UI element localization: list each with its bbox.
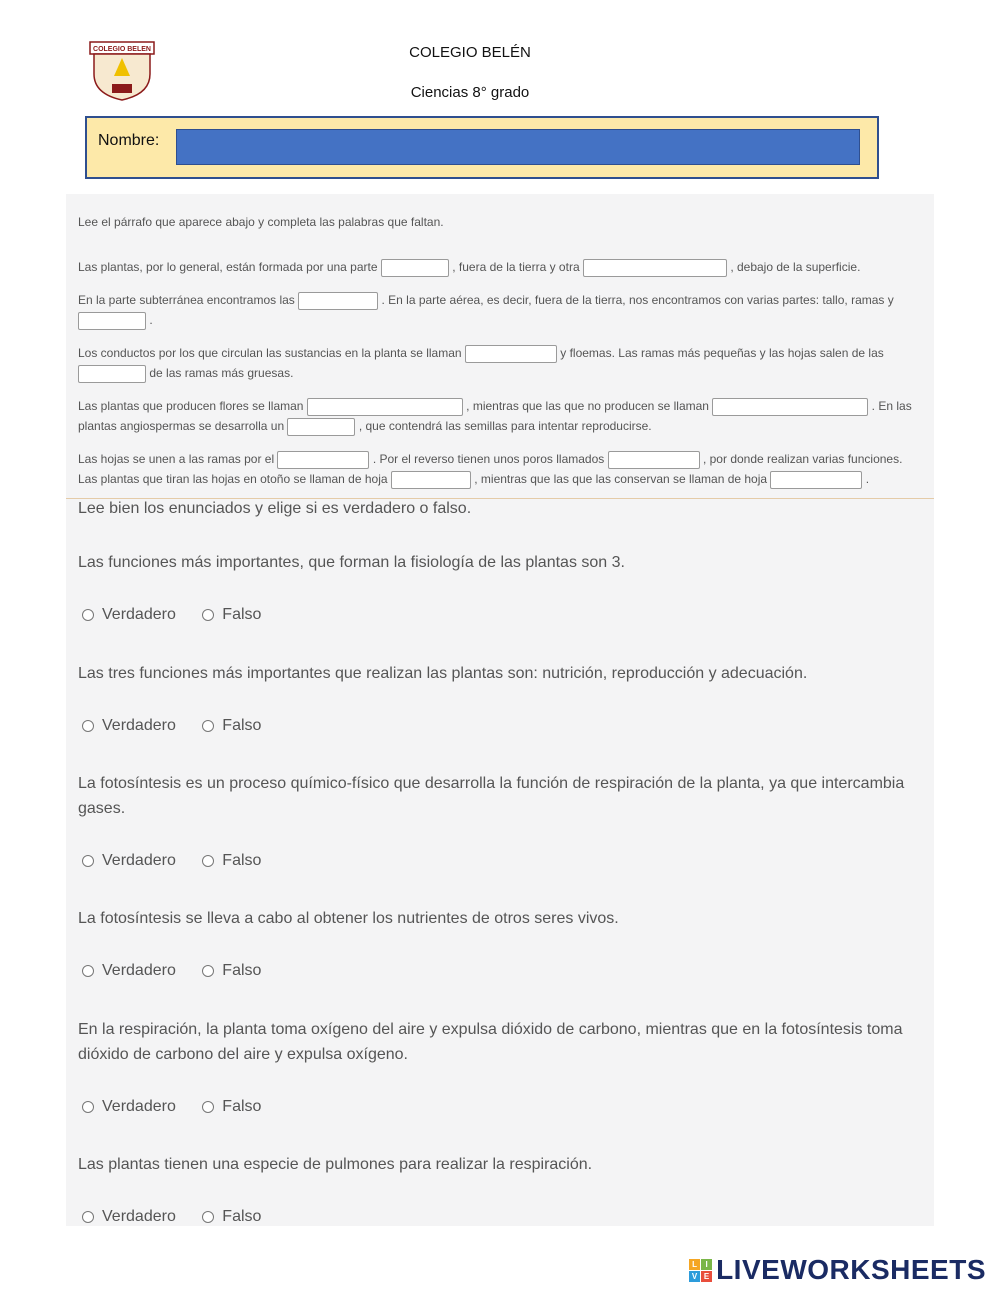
- blank-input[interactable]: [381, 259, 449, 277]
- radio-icon[interactable]: [202, 720, 214, 732]
- blank-input[interactable]: [770, 471, 862, 489]
- svg-text:COLEGIO BELEN: COLEGIO BELEN: [93, 46, 151, 53]
- question-6: Las plantas tienen una especie de pulmones para realizar la respiración.: [78, 1156, 593, 1173]
- option-true[interactable]: [82, 1098, 176, 1116]
- question-4: La fotosíntesis se lleva a cabo al obtener los nutrientes de otros seres vivos.: [78, 910, 619, 927]
- liveworksheets-icon: [689, 1259, 712, 1282]
- text-segment: , que contendrá las semillas para intentar reproducirse.: [358, 419, 652, 433]
- icon-letter: V: [689, 1271, 700, 1282]
- options-5: [82, 1098, 283, 1118]
- option-label: Falso: [222, 962, 262, 979]
- name-input[interactable]: [176, 129, 860, 165]
- option-true[interactable]: [82, 962, 176, 980]
- liveworksheets-brand: [689, 1254, 986, 1286]
- radio-icon[interactable]: [82, 855, 94, 867]
- options-4: [82, 962, 283, 982]
- text-segment: En la parte subterránea encontramos las: [78, 293, 295, 307]
- text-segment: . En la parte aérea, es decir, fuera de la tierra, nos encontramos con varias partes: tallo, ramas y: [381, 293, 894, 307]
- name-label: Nombre:: [98, 132, 160, 149]
- blank-input[interactable]: [712, 398, 868, 416]
- radio-icon[interactable]: [202, 855, 214, 867]
- blank-input[interactable]: [583, 259, 727, 277]
- text-segment: Las plantas que producen flores se llaman: [78, 399, 304, 413]
- options-1: [82, 606, 283, 626]
- brand-name: LIVEWORKSHEETS: [716, 1254, 986, 1285]
- question-3: La fotosíntesis es un proceso químico-físico que desarrolla la función de respiración de la planta, ya que intercambia gases.: [78, 775, 905, 817]
- option-label: Verdadero: [102, 1098, 176, 1115]
- text-segment: y floemas. Las ramas más pequeñas y las hojas salen de las: [560, 346, 884, 360]
- blank-input[interactable]: [465, 345, 557, 363]
- options-2: [82, 717, 283, 737]
- tf-instruction: Lee bien los enunciados y elige si es verdadero o falso.: [78, 500, 472, 517]
- option-false[interactable]: [202, 852, 261, 870]
- text-segment: Las hojas se unen a las ramas por el: [78, 452, 275, 466]
- option-label: Verdadero: [102, 852, 176, 869]
- option-true[interactable]: [82, 852, 176, 870]
- option-true[interactable]: [82, 606, 176, 624]
- option-false[interactable]: [202, 606, 261, 624]
- radio-icon[interactable]: [202, 1101, 214, 1113]
- radio-icon[interactable]: [82, 609, 94, 621]
- question-2: Las tres funciones más importantes que realizan las plantas son: nutrición, reproducción y adecuación.: [78, 665, 808, 682]
- blank-input[interactable]: [391, 471, 471, 489]
- option-label: Falso: [222, 606, 262, 623]
- option-false[interactable]: [202, 717, 261, 735]
- blank-input[interactable]: [78, 365, 146, 383]
- blank-input[interactable]: [307, 398, 463, 416]
- option-true[interactable]: [82, 717, 176, 735]
- text-segment: . En las plantas angiospermas se desarrolla un: [78, 399, 912, 433]
- blank-input[interactable]: [287, 418, 355, 436]
- question-5: En la respiración, la planta toma oxígeno del aire y expulsa dióxido de carbono, mientras que en la fotosíntesis toma dióxido de carbono del aire y expulsa oxígeno.: [78, 1021, 903, 1063]
- radio-icon[interactable]: [202, 609, 214, 621]
- text-segment: de las ramas más gruesas.: [149, 366, 294, 380]
- option-label: Verdadero: [102, 1208, 176, 1225]
- option-false[interactable]: [202, 1098, 261, 1116]
- radio-icon[interactable]: [82, 1211, 94, 1223]
- question-1: Las funciones más importantes, que forman la fisiología de las plantas son 3.: [78, 554, 625, 571]
- text-segment: , debajo de la superficie.: [730, 260, 861, 274]
- course-title: Ciencias 8° grado: [410, 84, 530, 101]
- text-segment: .: [865, 472, 870, 486]
- icon-letter: I: [701, 1259, 712, 1270]
- blank-input[interactable]: [608, 451, 700, 469]
- text-segment: Los conductos por los que circulan las sustancias en la planta se llaman: [78, 346, 462, 360]
- paragraph-3: [78, 343, 918, 383]
- paragraph-5: [78, 449, 918, 489]
- radio-icon[interactable]: [82, 720, 94, 732]
- text-segment: , por donde realizan varias funciones. Las plantas que tiran las hojas en otoño se llaman de hoja: [78, 452, 903, 486]
- option-label: Falso: [222, 852, 262, 869]
- paragraph-1: [78, 257, 918, 277]
- radio-icon[interactable]: [202, 965, 214, 977]
- options-3: [82, 852, 283, 872]
- option-label: Verdadero: [102, 962, 176, 979]
- text-segment: , mientras que las que no producen se llaman: [466, 399, 709, 413]
- blank-input[interactable]: [78, 312, 146, 330]
- option-label: Verdadero: [102, 717, 176, 734]
- text-segment: , mientras que las que las conservan se llaman de hoja: [474, 472, 768, 486]
- option-false[interactable]: [202, 1208, 261, 1226]
- fill-instruction: Lee el párrafo que aparece abajo y completa las palabras que faltan.: [78, 215, 444, 229]
- option-true[interactable]: [82, 1208, 176, 1226]
- icon-letter: L: [689, 1259, 700, 1270]
- option-label: Falso: [222, 717, 262, 734]
- paragraph-4: [78, 396, 918, 436]
- icon-letter: E: [701, 1271, 712, 1282]
- radio-icon[interactable]: [82, 965, 94, 977]
- radio-icon[interactable]: [202, 1211, 214, 1223]
- blank-input[interactable]: [298, 292, 378, 310]
- school-name: COLEGIO BELÉN: [409, 44, 531, 61]
- option-label: Falso: [222, 1098, 262, 1115]
- options-6: [82, 1208, 283, 1228]
- option-label: Falso: [222, 1208, 262, 1225]
- text-segment: . Por el reverso tienen unos poros llamados: [372, 452, 605, 466]
- text-segment: .: [149, 313, 153, 327]
- option-label: Verdadero: [102, 606, 176, 623]
- option-false[interactable]: [202, 962, 261, 980]
- radio-icon[interactable]: [82, 1101, 94, 1113]
- paragraph-2: [78, 290, 918, 330]
- text-segment: , fuera de la tierra y otra: [452, 260, 580, 274]
- blank-input[interactable]: [277, 451, 369, 469]
- text-segment: Las plantas, por lo general, están formada por una parte: [78, 260, 378, 274]
